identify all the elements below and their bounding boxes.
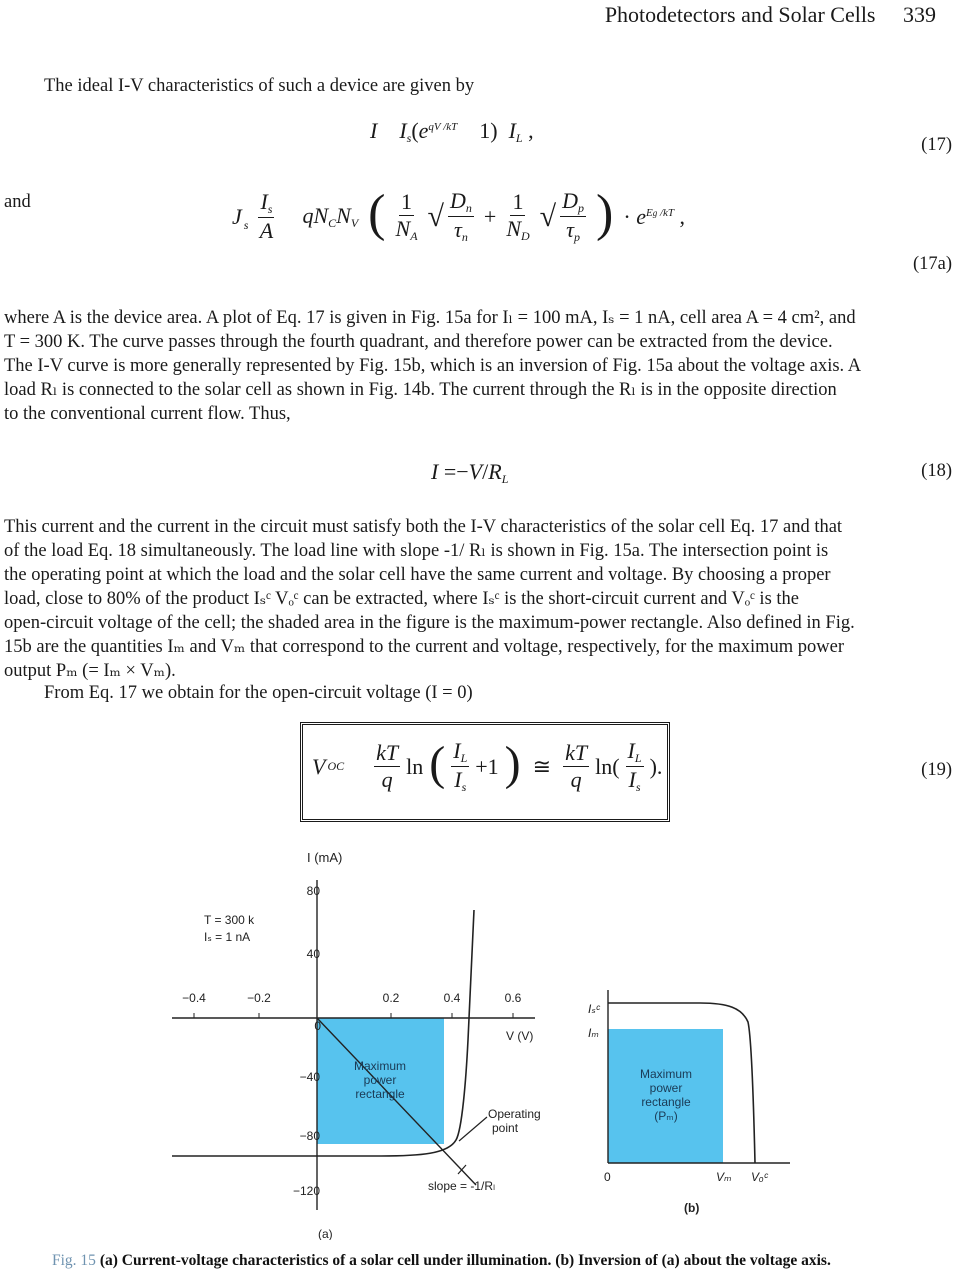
figure-15b <box>588 990 790 1215</box>
figure-number: Fig. 15 <box>52 1252 96 1269</box>
para1-line: The I-V curve is more generally represented by Fig. 15b, which is an inversion of Fig. 15a about the voltage axis. A <box>4 356 862 376</box>
x-axis-label-a: V (V) <box>506 1029 534 1043</box>
para1-line: load Rₗ is connected to the solar cell as shown in Fig. 14b. The current through the Rₗ is in the opposite direction <box>4 380 837 400</box>
page-number: 339 <box>903 2 936 27</box>
x-tick-a: 0.4 <box>443 991 461 1005</box>
operating-point-label: point <box>492 1121 519 1135</box>
param-saturation-current: Iₛ = 1 nA <box>204 930 251 944</box>
para1-line: T = 300 K. The curve passes through the fourth quadrant, and therefore power can be extracted from the device. <box>4 332 833 352</box>
equation-17a: J s $\frac{I_s}{A}$ $qN_CN_V$ ( $\frac{1}{N_A}$ √ $\frac{D_n}{\tau_n}$ + $\frac{1}{N_D}$ √ $\frac{D_p}{\tau_p}$ ) · $e^{Eg /kT}$ , <box>232 185 685 244</box>
and-label: and <box>4 192 31 212</box>
x-tick-a: −0.2 <box>247 991 271 1005</box>
y-tick-a: 80 <box>306 884 320 898</box>
running-title: Photodetectors and Solar Cells <box>604 2 876 27</box>
panel-label-b: (b) <box>684 1201 700 1215</box>
figure-15a <box>172 850 541 1240</box>
para2-line: output Pₘ (= Iₘ × Vₘ). <box>4 661 176 681</box>
rect-label-b: (Pₘ) <box>654 1109 678 1123</box>
eq17a-number: (17a) <box>912 254 952 274</box>
rect-label-b: rectangle <box>641 1095 691 1109</box>
para2-line: load, close to 80% of the product Iₛᶜ Vₒᶜ can be extracted, where Iₛᶜ is the short-circuit current and Vₒᶜ is the <box>4 589 799 609</box>
slope-label: slope = -1/Rₗ <box>428 1179 496 1193</box>
eq19-number: (19) <box>921 760 952 780</box>
vm-label: Vₘ <box>716 1170 732 1184</box>
para1-line: to the conventional current flow. Thus, <box>4 404 291 424</box>
y-tick-a: −80 <box>299 1129 320 1143</box>
panel-label-a: (a) <box>318 1227 333 1240</box>
y-tick-a: −120 <box>292 1184 320 1198</box>
figure-caption <box>52 1252 831 1270</box>
isc-label: Iₛᶜ <box>588 1002 601 1016</box>
para2-line: This current and the current in the circuit must satisfy both the I-V characteristics of the solar cell Eq. 17 and that <box>4 517 843 537</box>
rect-label-b: power <box>649 1081 683 1095</box>
y-tick-a: 0 <box>314 1019 321 1033</box>
rect-label-a: rectangle <box>355 1087 405 1101</box>
origin-label: 0 <box>604 1170 611 1184</box>
operating-point-label: Operating <box>488 1107 541 1121</box>
caption-text: (a) Current-voltage characteristics of a solar cell under illumination. (b) Inversion of (a) about the voltage axis. <box>99 1252 831 1269</box>
voc-label: Vₒᶜ <box>751 1170 769 1184</box>
paragraph-2 <box>4 515 956 683</box>
paragraph-1 <box>4 306 956 426</box>
x-tick-a: 0.2 <box>382 991 400 1005</box>
figure-15 <box>0 840 960 1240</box>
para2-line: 15b are the quantities Iₘ and Vₘ that correspond to the current and voltage, respectively, for the maximum power <box>4 637 845 657</box>
eq18-number: (18) <box>921 461 952 481</box>
operating-point-pointer <box>459 1117 487 1141</box>
equation-18: $I =-V/R_L$ <box>431 459 509 486</box>
rect-label-a: Maximum <box>353 1059 407 1073</box>
im-label: Iₘ <box>588 1026 599 1040</box>
para2-line: the operating point at which the load and the solar cell have the same current and voltage. By choosing a proper <box>4 565 831 585</box>
equation-19: V OC $\frac{kT}{q}$ ln ( $\frac{I_L}{I_s}$ +1 ) ≅ $\frac{kT}{q}$ ln( $\frac{I_L}{I_s}$ ). <box>312 737 663 794</box>
para1-line: where A is the device area. A plot of Eq. 17 is given in Fig. 15a for Iₗ = 100 mA, Iₛ = 1 nA, cell area A = 4 cm², and <box>4 308 856 328</box>
eq17-number: (17) <box>921 135 952 155</box>
x-tick-a: −0.4 <box>182 991 206 1005</box>
y-tick-a: 40 <box>306 947 320 961</box>
page-header <box>605 2 936 28</box>
rect-label-b: Maximum <box>639 1067 693 1081</box>
y-tick-a: −40 <box>299 1070 320 1084</box>
intro-text: The ideal I-V characteristics of such a device are given by <box>44 76 475 96</box>
equation-17: I $I_s(e^{qV /kT}$ 1) $I_L$ , <box>370 118 534 145</box>
paragraph-3: From Eq. 17 we obtain for the open-circuit voltage (I = 0) <box>44 683 473 703</box>
para2-line: open-circuit voltage of the cell; the shaded area in the figure is the maximum-power rectangle. Also defined in Fig. <box>4 613 855 633</box>
y-axis-label-a: I (mA) <box>307 850 343 865</box>
rect-label-a: power <box>363 1073 397 1087</box>
x-tick-a: 0.6 <box>504 991 522 1005</box>
para2-line: of the load Eq. 18 simultaneously. The load line with slope -1/ Rₗ is shown in Fig. 15a. The intersection point is <box>4 541 829 561</box>
param-temperature: T = 300 k <box>204 913 255 927</box>
